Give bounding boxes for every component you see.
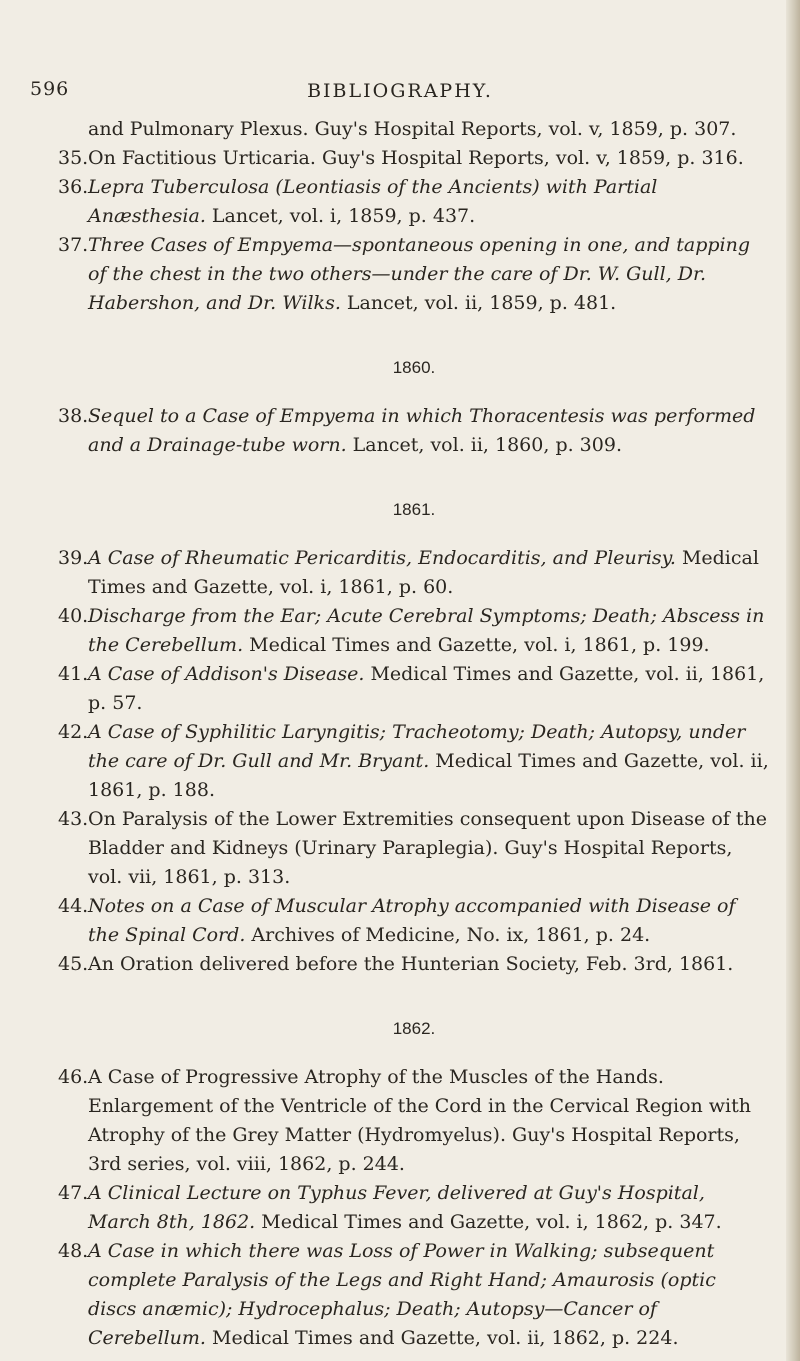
bibliography-entry bbox=[58, 602, 770, 660]
bibliography-entry bbox=[58, 173, 770, 231]
continued-entry: and Pulmonary Plexus. Guy's Hospital Reports, vol. v, 1859, p. 307. bbox=[88, 118, 737, 140]
bibliography-entry bbox=[58, 660, 770, 718]
year-groups bbox=[58, 144, 770, 1353]
entry-number: 48. bbox=[58, 1240, 89, 1262]
running-head: BIBLIOGRAPHY. bbox=[307, 80, 493, 102]
entry-citation: On Factitious Urticaria. Guy's Hospital Reports, vol. v, 1859, p. 316. bbox=[88, 147, 744, 169]
entry-citation: Medical Times and Gazette, vol. ii, 1861, p. 57. bbox=[88, 663, 765, 714]
entry-title: A Case in which there was Loss of Power in Walking; subsequent complete Paralysis of the Legs and Right Hand; Amaurosis (optic discs anæmic); Hydrocephalus; Death; Autopsy—Cancer of Cerebellum. bbox=[88, 1240, 716, 1349]
entry-number: 43. bbox=[58, 808, 89, 830]
year-heading: 1861. bbox=[392, 500, 436, 519]
entry-title: Discharge from the Ear; Acute Cerebral Symptoms; Death; Abscess in the Cerebellum. bbox=[88, 605, 765, 656]
bibliography-entry bbox=[58, 950, 770, 979]
entry-number: 42. bbox=[58, 721, 89, 743]
entry-citation: On Paralysis of the Lower Extremities consequent upon Disease of the Bladder and Kidneys (Urinary Paraplegia). Guy's Hospital Reports, vol. vii, 1861, p. 313. bbox=[88, 808, 767, 888]
entry-title: Sequel to a Case of Empyema in which Thoracentesis was performed and a Drainage-tube worn. bbox=[88, 405, 756, 456]
entry-citation: Medical Times and Gazette, vol. ii, 1862, p. 224. bbox=[205, 1327, 679, 1349]
entry-citation: Medical Times and Gazette, vol. i, 1862, p. 347. bbox=[255, 1211, 722, 1233]
bibliography-entry bbox=[58, 892, 770, 950]
entry-citation: Lancet, vol. ii, 1859, p. 481. bbox=[340, 292, 617, 314]
entry-title: A Case of Rheumatic Pericarditis, Endocarditis, and Pleurisy. bbox=[88, 547, 676, 569]
entry-title: A Case of Syphilitic Laryngitis; Tracheotomy; Death; Autopsy, under the care of Dr. Gull and Mr. Bryant. bbox=[88, 721, 746, 772]
bibliography-entry bbox=[58, 231, 770, 318]
entry-title: A Clinical Lecture on Typhus Fever, delivered at Guy's Hospital, March 8th, 1862. bbox=[88, 1182, 705, 1233]
bibliography-list bbox=[58, 115, 770, 1353]
bibliography-entry bbox=[58, 1063, 770, 1179]
bibliography-entry bbox=[58, 544, 770, 602]
entry-number: 39. bbox=[58, 547, 89, 569]
entry-number: 37. bbox=[58, 234, 89, 256]
entry-number: 35. bbox=[58, 147, 89, 169]
bibliography-entry bbox=[58, 805, 770, 892]
entry-citation: Lancet, vol. ii, 1860, p. 309. bbox=[346, 434, 622, 456]
entry-citation: Medical Times and Gazette, vol. ii, 1861, p. 188. bbox=[88, 750, 769, 801]
entry-citation: Medical Times and Gazette, vol. i, 1861, p. 60. bbox=[88, 547, 759, 598]
entry-number: 45. bbox=[58, 953, 89, 975]
bibliography-entry bbox=[58, 144, 770, 173]
entry-number: 36. bbox=[58, 176, 89, 198]
entry-title: Notes on a Case of Muscular Atrophy accompanied with Disease of the Spinal Cord. bbox=[88, 895, 736, 946]
entry-citation: An Oration delivered before the Hunterian Society, Feb. 3rd, 1861. bbox=[88, 953, 734, 975]
year-heading: 1862. bbox=[392, 1019, 436, 1038]
entry-number: 47. bbox=[58, 1182, 89, 1204]
entry-number: 38. bbox=[58, 405, 89, 427]
entry-citation: Archives of Medicine, No. ix, 1861, p. 24. bbox=[245, 924, 651, 946]
entry-citation: Medical Times and Gazette, vol. i, 1861, p. 199. bbox=[243, 634, 710, 656]
entry-number: 40. bbox=[58, 605, 89, 627]
year-heading: 1860. bbox=[392, 358, 436, 377]
entry-number: 41. bbox=[58, 663, 89, 685]
page-edge-shadow bbox=[786, 0, 800, 1361]
entry-title: A Case of Addison's Disease. bbox=[88, 663, 365, 685]
page-number: 596 bbox=[30, 78, 70, 100]
entry-number: 44. bbox=[58, 895, 89, 917]
entry-number: 46. bbox=[58, 1066, 89, 1088]
bibliography-entry bbox=[58, 402, 770, 460]
entry-citation: Lancet, vol. i, 1859, p. 437. bbox=[205, 205, 476, 227]
entry-title: Three Cases of Empyema—spontaneous opening in one, and tapping of the chest in the two others—under the care of Dr. W. Gull, Dr. Habershon, and Dr. Wilks. bbox=[88, 234, 751, 314]
entry-citation: A Case of Progressive Atrophy of the Muscles of the Hands. Enlargement of the Ventricle of the Cord in the Cervical Region with Atrophy of the Grey Matter (Hydromyelus). Guy's Hospital Reports, 3rd series, vol. viii, 1862, p. 244. bbox=[88, 1066, 752, 1175]
entry-title: Lepra Tuberculosa (Leontiasis of the Ancients) with Partial Anæsthesia. bbox=[88, 176, 658, 227]
bibliography-entry bbox=[58, 1179, 770, 1237]
bibliography-entry bbox=[58, 1237, 770, 1353]
bibliography-entry bbox=[58, 718, 770, 805]
